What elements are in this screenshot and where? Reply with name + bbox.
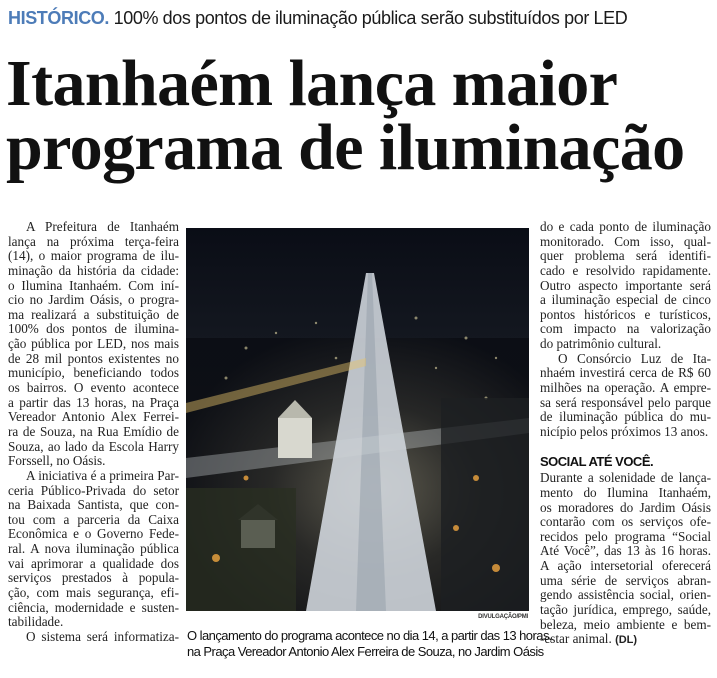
text-line-content: serviços prestados à popula- bbox=[8, 570, 179, 586]
text-line bbox=[540, 603, 711, 618]
text-line bbox=[8, 264, 179, 279]
text-line-content: A ação intersetorial oferecerá bbox=[540, 558, 711, 574]
article-column-left bbox=[8, 220, 179, 645]
text-line bbox=[8, 410, 179, 425]
text-line bbox=[8, 249, 179, 264]
headline bbox=[6, 47, 685, 184]
text-line-content: -estar animal. bbox=[540, 631, 612, 647]
text-line bbox=[8, 220, 179, 235]
text-line bbox=[8, 293, 179, 308]
text-line bbox=[540, 471, 711, 486]
text-line-content: Outro aspecto importante será bbox=[540, 277, 711, 293]
text-line-content: os moradores do Jardim Oásis bbox=[540, 499, 711, 515]
text-line-content: Até Você”, das 13 às 16 horas. bbox=[540, 543, 711, 559]
text-line bbox=[8, 425, 179, 440]
text-line-content: ção, com mais segurança, efi- bbox=[8, 585, 179, 601]
text-line-content: ciência, modernidade e susten- bbox=[8, 599, 179, 615]
text-line bbox=[540, 352, 711, 367]
text-line bbox=[8, 586, 179, 601]
text-line bbox=[540, 530, 711, 545]
text-line-content: os bairros. O evento acontece bbox=[8, 380, 179, 396]
text-line-content: monitorado. Com isso, qual- bbox=[540, 233, 711, 249]
text-line bbox=[540, 308, 711, 323]
text-line bbox=[540, 396, 711, 411]
text-line bbox=[540, 381, 711, 396]
text-line-content: com impacto na valorização bbox=[540, 321, 711, 337]
text-line bbox=[8, 498, 179, 513]
text-line bbox=[540, 425, 711, 440]
text-line-content: nhaém investirá cerca de R$ 60 bbox=[540, 365, 711, 381]
text-line-content: minação da história da cidade: bbox=[8, 262, 179, 278]
text-line-content: uma série de serviços abran- bbox=[540, 572, 711, 588]
text-line-content: de iluminação pública do mu- bbox=[540, 409, 711, 425]
text-line bbox=[540, 410, 711, 425]
text-line bbox=[8, 513, 179, 528]
text-line-content: O sistema será informatiza- bbox=[26, 628, 179, 644]
kicker bbox=[8, 8, 627, 29]
text-line-content: ção pública por LED, nos mais bbox=[8, 336, 179, 352]
text-line-content: pontos históricos e turísticos, bbox=[540, 306, 711, 322]
article-paragraph bbox=[8, 630, 179, 645]
text-line-content: lança na próxima terça-feira bbox=[8, 233, 179, 249]
article-paragraph bbox=[540, 220, 711, 352]
text-line bbox=[8, 396, 179, 411]
text-line bbox=[540, 220, 711, 235]
text-line bbox=[540, 618, 711, 633]
article-paragraph bbox=[540, 352, 711, 440]
text-line bbox=[540, 501, 711, 516]
text-line-content: ral. A nova iluminação pública bbox=[8, 541, 179, 557]
text-line bbox=[8, 308, 179, 323]
text-line bbox=[8, 630, 179, 645]
text-line bbox=[8, 484, 179, 499]
text-line-content: município, beneficiando todos bbox=[8, 365, 179, 381]
text-line-content: Souza, ao lado da Escola Harry bbox=[8, 438, 179, 454]
headline-line: Itanhaém lança maior bbox=[6, 47, 618, 120]
text-line-content: tabilidade. bbox=[8, 614, 64, 630]
text-line bbox=[8, 527, 179, 542]
text-line-content: milhões na operação. A empre- bbox=[540, 380, 711, 396]
text-line-content: ra de Souza, na Rua Emídio de bbox=[8, 423, 179, 439]
text-line bbox=[8, 615, 179, 630]
text-line-content: nicípio pelos próximos 13 anos. bbox=[540, 423, 709, 439]
caption-line: na Praça Vereador Antonio Alex Ferreira de Souza, no Jardim Oásis bbox=[187, 644, 544, 659]
text-line-content: Durante a solenidade de lança- bbox=[540, 470, 711, 486]
kicker-tag: HISTÓRICO. bbox=[8, 8, 110, 28]
text-line-content: Vereador Antonio Alex Ferrei- bbox=[8, 409, 179, 425]
text-line-content: beleza, meio ambiente e bem- bbox=[540, 616, 711, 632]
text-line bbox=[8, 366, 179, 381]
text-line-content: Forssell, no Oásis. bbox=[8, 453, 106, 469]
author-signature: (DL) bbox=[615, 634, 638, 647]
text-line bbox=[540, 322, 711, 337]
headline-line: programa de iluminação bbox=[6, 111, 685, 184]
text-line-content: mento do Ilumina Itanhaém, bbox=[540, 484, 711, 500]
text-line bbox=[540, 544, 711, 559]
night-city-aerial-image bbox=[186, 228, 529, 611]
text-line-content: A iniciativa é a primeira Par- bbox=[26, 467, 179, 483]
text-line bbox=[540, 279, 711, 294]
text-line-content: de 28 mil pontos existentes no bbox=[8, 350, 179, 366]
text-line bbox=[8, 235, 179, 250]
text-line-content: vai aprimorar a qualidade dos bbox=[8, 555, 179, 571]
photo-caption bbox=[187, 628, 552, 660]
text-line bbox=[8, 337, 179, 352]
text-line-content: tou com a parceria da Caixa bbox=[8, 511, 179, 527]
text-line bbox=[8, 322, 179, 337]
article-column-right bbox=[540, 220, 711, 647]
text-line bbox=[540, 235, 711, 250]
text-line-content: sa será responsável pelo parque bbox=[540, 394, 711, 410]
text-line bbox=[540, 632, 711, 647]
text-line bbox=[540, 486, 711, 501]
article-paragraph bbox=[8, 469, 179, 630]
text-line bbox=[540, 366, 711, 381]
article-photo bbox=[186, 228, 529, 611]
text-line bbox=[540, 249, 711, 264]
text-line-content: A Prefeitura de Itanhaém bbox=[26, 219, 179, 234]
text-line-content: contarão com os serviços ofe- bbox=[540, 514, 711, 530]
text-line-content: quer problema será identifi- bbox=[540, 248, 711, 264]
text-line bbox=[540, 337, 711, 352]
text-line-content: o Ilumina Itanhaém. Com iní- bbox=[8, 277, 179, 293]
article-paragraph bbox=[540, 455, 711, 647]
text-line bbox=[540, 264, 711, 279]
text-line-content: (14), o maior programa de ilu- bbox=[8, 248, 179, 264]
text-line-content: cado e resolvido rapidamente. bbox=[540, 262, 711, 278]
text-line-content: do patrimônio cultural. bbox=[540, 336, 662, 352]
text-line bbox=[540, 293, 711, 308]
text-line bbox=[540, 588, 711, 603]
text-line bbox=[8, 454, 179, 469]
text-line bbox=[8, 279, 179, 294]
text-line-content: cio no Jardim Oásis, o progra- bbox=[8, 292, 179, 308]
text-line-content: a iluminação especial de cinco bbox=[540, 292, 711, 308]
text-line bbox=[8, 542, 179, 557]
text-line-content: gendo assistência social, orien- bbox=[540, 587, 711, 603]
text-line bbox=[8, 440, 179, 455]
text-line bbox=[540, 574, 711, 589]
text-line-content: ma realizará a substituição de bbox=[8, 306, 179, 322]
text-line-content: recidos pelo programa “Social bbox=[540, 528, 711, 544]
text-line-content: ceria Público-Privada do setor bbox=[8, 482, 179, 498]
text-line-content: 100% dos pontos de ilumina- bbox=[8, 321, 179, 337]
caption-line: O lançamento do programa acontece no dia 14, a partir das 13 horas, bbox=[187, 628, 552, 643]
text-line-content: Econômica e o Governo Fede- bbox=[8, 526, 179, 542]
kicker-text: 100% dos pontos de iluminação pública serão substituídos por LED bbox=[113, 8, 628, 28]
text-line bbox=[8, 601, 179, 616]
text-line-content: do e cada ponto de iluminação bbox=[540, 219, 711, 234]
text-line bbox=[8, 352, 179, 367]
text-line bbox=[8, 557, 179, 572]
text-line-content: O Consórcio Luz de Ita- bbox=[558, 350, 711, 366]
section-subheading: SOCIAL ATÉ VOCÊ. bbox=[540, 453, 654, 469]
photo-credit: DIVULGAÇÃO/PMI bbox=[478, 614, 528, 620]
text-line bbox=[8, 469, 179, 484]
text-line-content: na Baixada Santista, que con- bbox=[8, 497, 179, 513]
article-paragraph bbox=[8, 220, 179, 469]
text-line bbox=[540, 515, 711, 530]
text-line-content: tação jurídica, emprego, saúde, bbox=[540, 602, 711, 618]
text-line-content: a partir das 13 horas, na Praça bbox=[8, 394, 179, 410]
text-line bbox=[8, 571, 179, 586]
text-line bbox=[8, 381, 179, 396]
text-line bbox=[540, 559, 711, 574]
